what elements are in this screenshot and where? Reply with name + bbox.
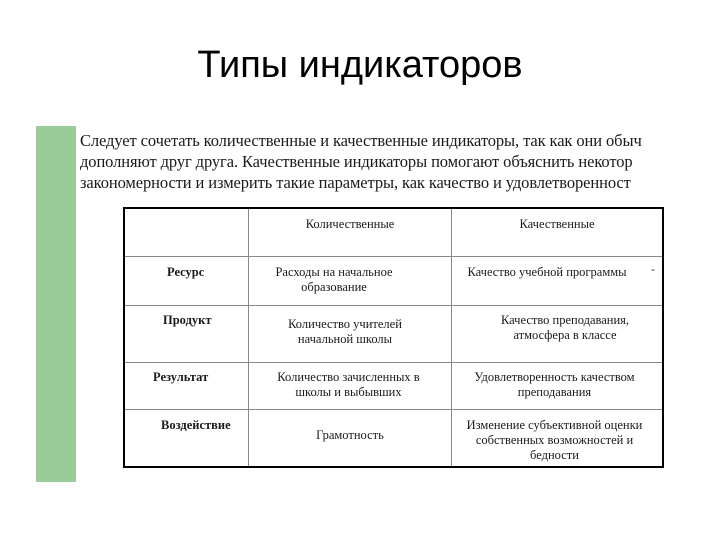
table-row-divider-3 [125, 362, 662, 363]
intro-paragraph [80, 130, 684, 196]
intro-line-2: дополняют друг друга. Качественные индикаторы помогают объяснить некотор [80, 152, 633, 171]
indicators-table [123, 207, 664, 468]
table-row-divider-2 [125, 305, 662, 306]
stray-dash-mark: - [651, 262, 655, 276]
row-resource-quantitative: Расходы на начальное образование [275, 265, 393, 294]
row-label-product: Продукт [163, 313, 212, 327]
row-label-resource: Ресурс [167, 265, 205, 279]
green-accent-bar [36, 126, 76, 482]
slide-title: Типы индикаторов [197, 44, 523, 86]
row-product-qualitative: Качество преподавания, атмосфера в классе [500, 313, 630, 342]
row-resource-qualitative: Качество учебной программы [467, 265, 627, 279]
row-label-impact: Воздействие [161, 418, 231, 432]
row-impact-quantitative: Грамотность [316, 428, 384, 442]
row-label-result: Результат [153, 370, 209, 384]
table-row-divider-4 [125, 409, 662, 410]
header-quantitative: Количественные [305, 217, 395, 231]
row-result-quantitative: Количество зачисленных в школы и выбывших [277, 370, 420, 399]
table-col-divider-2 [451, 209, 452, 466]
row-result-qualitative: Удовлетворенность качеством преподавания [474, 370, 635, 399]
table-row-divider-1 [125, 256, 662, 257]
intro-line-1: Следует сочетать количественные и качественные индикаторы, так как они обыч [80, 131, 642, 150]
intro-line-3: закономерности и измерить такие параметры, как качество и удовлетворенност [80, 173, 631, 192]
row-impact-qualitative: Изменение субъективной оценки собственных возможностей и бедности [466, 418, 643, 462]
header-qualitative: Качественные [519, 217, 595, 231]
row-product-quantitative: Количество учителей начальной школы [288, 317, 402, 346]
